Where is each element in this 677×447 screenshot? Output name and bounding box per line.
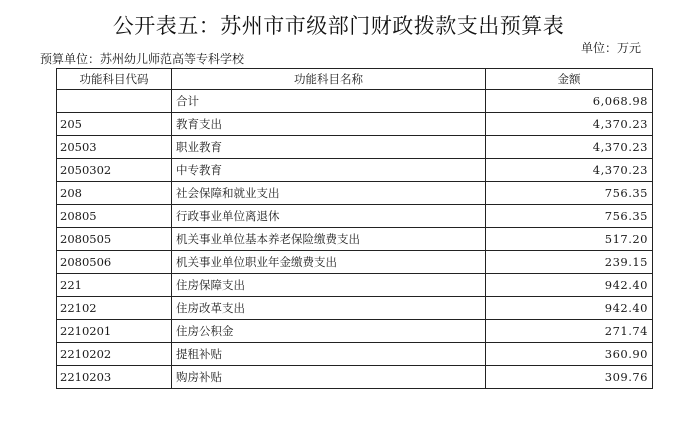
cell-amount: 517.20 — [486, 228, 653, 251]
table-row — [57, 228, 653, 251]
column-header-code: 功能科目代码 — [57, 69, 172, 90]
budget-table — [56, 68, 653, 389]
cell-name: 住房公积金 — [172, 320, 486, 343]
table-row — [57, 297, 653, 320]
cell-amount: 239.15 — [486, 251, 653, 274]
cell-amount: 942.40 — [486, 297, 653, 320]
cell-name: 提租补贴 — [172, 343, 486, 366]
cell-name: 行政事业单位离退休 — [172, 205, 486, 228]
cell-code: 2050302 — [57, 159, 172, 182]
table-row — [57, 320, 653, 343]
cell-code: 208 — [57, 182, 172, 205]
column-header-amount: 金额 — [486, 69, 653, 90]
cell-amount: 4,370.23 — [486, 113, 653, 136]
cell-code: 22102 — [57, 297, 172, 320]
table-row — [57, 113, 653, 136]
cell-name: 住房保障支出 — [172, 274, 486, 297]
cell-code: 20503 — [57, 136, 172, 159]
cell-name: 合计 — [172, 90, 486, 113]
cell-name: 住房改革支出 — [172, 297, 486, 320]
cell-name: 中专教育 — [172, 159, 486, 182]
table-row — [57, 159, 653, 182]
cell-code: 2080506 — [57, 251, 172, 274]
cell-amount: 271.74 — [486, 320, 653, 343]
cell-code: 2080505 — [57, 228, 172, 251]
page-title: 公开表五：苏州市市级部门财政拨款支出预算表 — [112, 14, 565, 38]
table-row — [57, 182, 653, 205]
cell-amount: 360.90 — [486, 343, 653, 366]
table-row — [57, 274, 653, 297]
cell-name: 机关事业单位基本养老保险缴费支出 — [172, 228, 486, 251]
table-header-row — [57, 69, 653, 90]
cell-name: 机关事业单位职业年金缴费支出 — [172, 251, 486, 274]
column-header-name: 功能科目名称 — [172, 69, 486, 90]
cell-amount: 756.35 — [486, 205, 653, 228]
table-row — [57, 251, 653, 274]
table-body — [57, 90, 653, 389]
cell-name: 社会保障和就业支出 — [172, 182, 486, 205]
cell-code: 205 — [57, 113, 172, 136]
table-row — [57, 343, 653, 366]
table-row — [57, 205, 653, 228]
cell-amount: 4,370.23 — [486, 136, 653, 159]
cell-code: 2210201 — [57, 320, 172, 343]
cell-name: 教育支出 — [172, 113, 486, 136]
cell-code: 221 — [57, 274, 172, 297]
cell-amount: 756.35 — [486, 182, 653, 205]
cell-amount: 4,370.23 — [486, 159, 653, 182]
cell-code: 2210202 — [57, 343, 172, 366]
cell-amount: 942.40 — [486, 274, 653, 297]
unit-label: 单位：万元 — [580, 41, 641, 55]
table-row — [57, 366, 653, 389]
cell-code: 20805 — [57, 205, 172, 228]
cell-amount: 6,068.98 — [486, 90, 653, 113]
cell-name: 职业教育 — [172, 136, 486, 159]
table-row — [57, 136, 653, 159]
budget-unit-label: 预算单位：苏州幼儿师范高等专科学校 — [40, 52, 245, 66]
cell-name: 购房补贴 — [172, 366, 486, 389]
cell-code: 2210203 — [57, 366, 172, 389]
cell-code — [57, 90, 172, 113]
cell-amount: 309.76 — [486, 366, 653, 389]
table-row — [57, 90, 653, 113]
